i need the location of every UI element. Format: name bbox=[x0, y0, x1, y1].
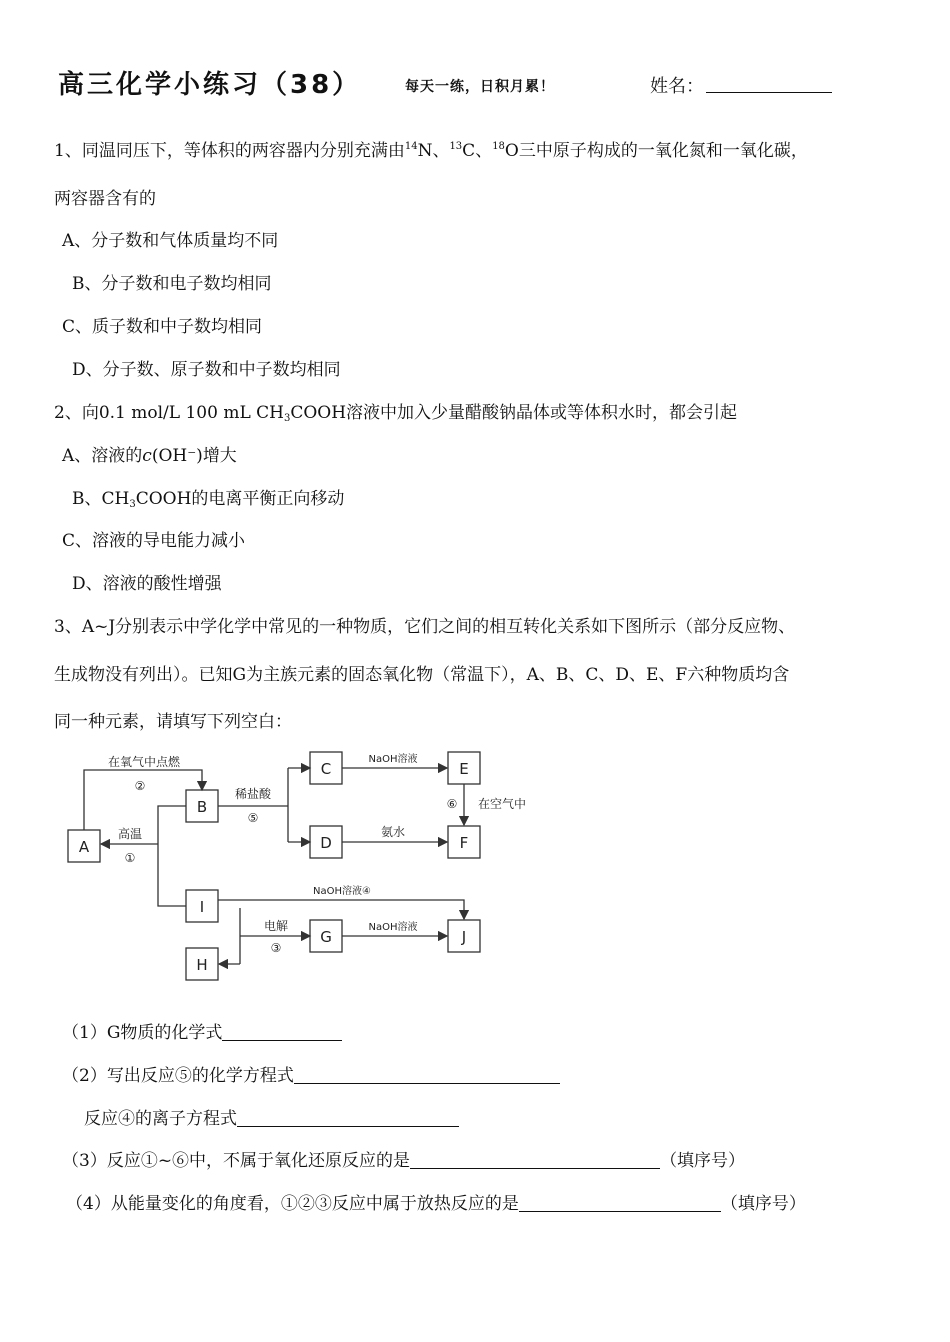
label-g-j: NaOH溶液 bbox=[368, 922, 418, 933]
label-r6-text: 在空气中 bbox=[477, 797, 527, 811]
label-e: E bbox=[459, 760, 469, 778]
q3-stem-line2: 生成物没有列出）。已知G为主族元素的固态氧化物（常温下），A、B、C、D、E、F六种物质均含 bbox=[54, 665, 790, 685]
q2-stem: 2、向0.1 mol/L 100 mL $CH_3COOH$溶液中加入少量醋酸钠晶体或等体积水时，都会引起 bbox=[54, 403, 738, 424]
q3-sub2b: 反应④的离子方程式 bbox=[84, 1104, 459, 1129]
q1-option-c[interactable]: C、质子数和中子数均相同 bbox=[62, 317, 263, 337]
q3-sub4: （4）从能量变化的角度看，①②③反应中属于放热反应的是 （填序号） bbox=[66, 1194, 806, 1214]
label-i: I bbox=[199, 898, 205, 916]
answer-blank-4[interactable] bbox=[410, 1152, 660, 1169]
q2-option-a[interactable]: A、溶液的c(OH⁻)增大 bbox=[62, 446, 237, 466]
label-g: G bbox=[320, 928, 332, 946]
reaction-diagram bbox=[60, 738, 527, 988]
label-r3-num: ③ bbox=[270, 941, 282, 955]
label-r1-text: 高温 bbox=[117, 827, 143, 841]
label-d: D bbox=[320, 834, 332, 852]
answer-blank-5[interactable] bbox=[519, 1195, 721, 1212]
label-r2-text: 在氧气中点燃 bbox=[107, 755, 181, 769]
label-r1-num: ① bbox=[124, 851, 136, 865]
name-label: 姓名： bbox=[650, 76, 704, 97]
label-f: F bbox=[459, 834, 469, 852]
label-a: A bbox=[78, 838, 90, 856]
label-d-f: 氨水 bbox=[380, 825, 406, 839]
q1-stem: 1、同温同压下，等体积的两容器内分别充满由$^{14}$N、$^{13}$C、$^{18}$O三中原子构成的一氧化氮和一氧化碳， bbox=[54, 141, 808, 161]
page-title: 高三化学小练习（38） bbox=[58, 70, 362, 100]
q2-option-d[interactable]: D、溶液的酸性增强 bbox=[72, 574, 222, 594]
label-j: J bbox=[461, 928, 467, 946]
label-b: B bbox=[196, 798, 208, 816]
name-blank[interactable] bbox=[706, 92, 832, 93]
q3-sub3: （3）反应①~⑥中，不属于氧化还原反应的是 （填序号） bbox=[62, 1151, 746, 1171]
arrow-i-j bbox=[218, 900, 464, 919]
q1-option-b[interactable]: B、分子数和电子数均相同 bbox=[72, 274, 272, 294]
label-h: H bbox=[196, 956, 208, 974]
q1-option-a[interactable]: A、分子数和气体质量均不同 bbox=[62, 231, 279, 251]
q2-option-b[interactable]: B、$CH_3COOH$的电离平衡正向移动 bbox=[72, 489, 345, 510]
answer-blank-3[interactable] bbox=[237, 1110, 459, 1127]
q3-stem-line1: 3、A~J分别表示中学化学中常见的一种物质，它们之间的相互转化关系如下图所示（部分反应物、 bbox=[54, 617, 796, 637]
label-r5-text: 稀盐酸 bbox=[234, 787, 272, 801]
q1-stem-cont: 两容器含有的 bbox=[54, 189, 156, 209]
label-r3-text: 电解 bbox=[263, 919, 289, 933]
q3-sub2: （2）写出反应⑤的化学方程式 bbox=[62, 1061, 560, 1086]
answer-blank-2[interactable] bbox=[294, 1067, 560, 1084]
label-r2-num: ② bbox=[134, 779, 146, 793]
q1-option-d[interactable]: D、分子数、原子数和中子数均相同 bbox=[72, 360, 341, 380]
label-r5-num: ⑤ bbox=[247, 811, 259, 825]
label-c: C bbox=[320, 760, 332, 778]
label-r4: NaOH溶液④ bbox=[313, 886, 371, 897]
label-c-e: NaOH溶液 bbox=[368, 754, 418, 765]
motto: 每天一练，日积月累！ bbox=[405, 79, 555, 95]
q3-stem-line3: 同一种元素，请填写下列空白： bbox=[54, 712, 292, 732]
label-r6-num: ⑥ bbox=[446, 797, 458, 811]
answer-blank-1[interactable] bbox=[222, 1024, 342, 1041]
q2-option-c[interactable]: C、溶液的导电能力减小 bbox=[62, 531, 246, 551]
q3-sub1: （1）G物质的化学式 bbox=[62, 1018, 342, 1043]
